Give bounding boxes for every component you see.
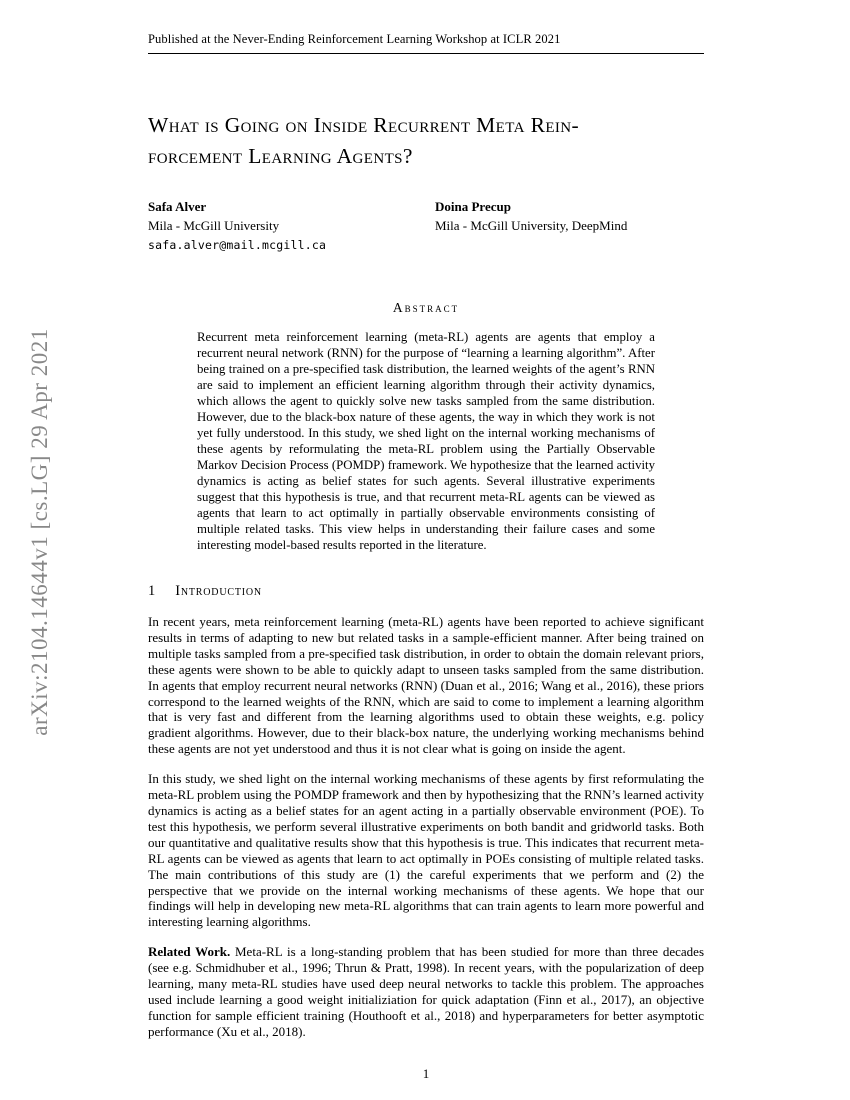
publication-header: Published at the Never-Ending Reinforcement Learning Workshop at ICLR 2021 (148, 32, 561, 46)
author-name: Doina Precup (435, 199, 511, 214)
author-name: Safa Alver (148, 199, 207, 214)
related-work-text: Meta-RL is a long-standing problem that has been studied for more than three decades (see e.g. Schmidhuber et al., 1996; Thrun & Pratt, 1998). In recent years, with the popularization of deep learning, many meta-RL studies have used deep neural networks to tackle this problem. The approaches used include learning a good weight initializiation for quick adaptation (Finn et al., 2017), an objective function for sample efficient training (Houthooft et al., 2018) and hyperparameters for better asymptotic performance (Xu et al., 2018). (148, 944, 705, 1039)
related-work-label: Related Work. (148, 944, 231, 960)
authors-block (148, 199, 704, 252)
intro-paragraph-1: In recent years, meta reinforcement learning (meta-RL) agents have been reported to achieve significant results in terms of adapting to new but related tasks in a sample-efficient manner. After being trained on multiple tasks sampled from a pre-specified task distribution, in order to obtain the domain relevant priors, these agents were shown to be able to quickly adapt to unseen tasks sampled from the same distribution. In agents that employ recurrent neural networks (RNN) (Duan et al., 2016; Wang et al., 2016), these priors correspond to the learned weights of the RNN, which are said to come to implement a learning algorithm that is very fast and different from the learning algorithms used to obtain these weights, e.g. policy gradient algorithms. However, due to their black-box nature, the underlying working mechanisms behind these agents are not yet understood and thus it is not clear what is going on inside the agent. (148, 614, 704, 757)
paper-content (148, 0, 704, 1040)
section-title: Introduction (175, 583, 262, 599)
section-number: 1 (148, 583, 156, 599)
arxiv-watermark: arXiv:2104.14644v1 [cs.LG] 29 Apr 2021 (27, 328, 52, 736)
section-heading-introduction (148, 583, 704, 600)
title-line-1: What is Going on Inside Recurrent Meta Rein- (148, 113, 580, 137)
author-email: safa.alver@mail.mcgill.ca (148, 238, 327, 252)
author-affiliation: Mila - McGill University (148, 218, 280, 233)
title-line-2: forcement Learning Agents? (148, 144, 413, 168)
abstract-heading: Abstract (392, 300, 460, 315)
related-work-paragraph (148, 944, 704, 1039)
author-right (435, 199, 722, 252)
page-number: 1 (422, 1066, 430, 1081)
author-left (148, 199, 435, 252)
abstract-section (148, 300, 704, 553)
author-affiliation: Mila - McGill University, DeepMind (435, 218, 628, 233)
intro-paragraph-2: In this study, we shed light on the internal working mechanisms of these agents by first reformulating the meta-RL problem using the POMDP framework and then by hypothesizing that the RNN’s learned activity dynamics is acting as a belief states for an agent acting in a partially observable environment (POE). To test this hypothesis, we perform several illustrative experiments on both bandit and gridworld tasks. Both our quantitative and qualitative results show that this hypothesis is true. This indicates that recurrent meta-RL agents can be viewed as agents that learn to act optimally in POEs consisting of multiple related tasks. The main contributions of this study are (1) the careful experiments that we perform and (2) the perspective that we provide on the internal working mechanisms of these agents. We hope that our findings will help in developing new meta-RL algorithms that can train agents to learn more powerful and interesting learning algorithms. (148, 771, 704, 930)
abstract-text: Recurrent meta reinforcement learning (meta-RL) agents are agents that employ a recurrent neural network (RNN) for the purpose of “learning a learning algorithm”. After being trained on a pre-specified task distribution, the learned weights of the agent’s RNN are said to implement an efficient learning algorithm through their activity dynamics, which allows the agent to quickly solve new tasks sampled from the same distribution. However, due to the black-box nature of these agents, the way in which they work is not yet fully understood. In this study, we shed light on the internal working mechanisms of these agents by reformulating the meta-RL problem using the Partially Observable Markov Decision Process (POMDP) framework. We hypothesize that the learned activity dynamics is acting as belief states for such agents. Several illustrative experiments suggest that this hypothesis is true, and that recurrent meta-RL agents can be viewed as agents that learn to act optimally in partially observable environments consisting of multiple related tasks. This view helps in understanding their failure cases and some interesting model-based results reported in the literature. (197, 330, 655, 552)
header-rule (148, 53, 704, 54)
paper-title (148, 110, 704, 172)
